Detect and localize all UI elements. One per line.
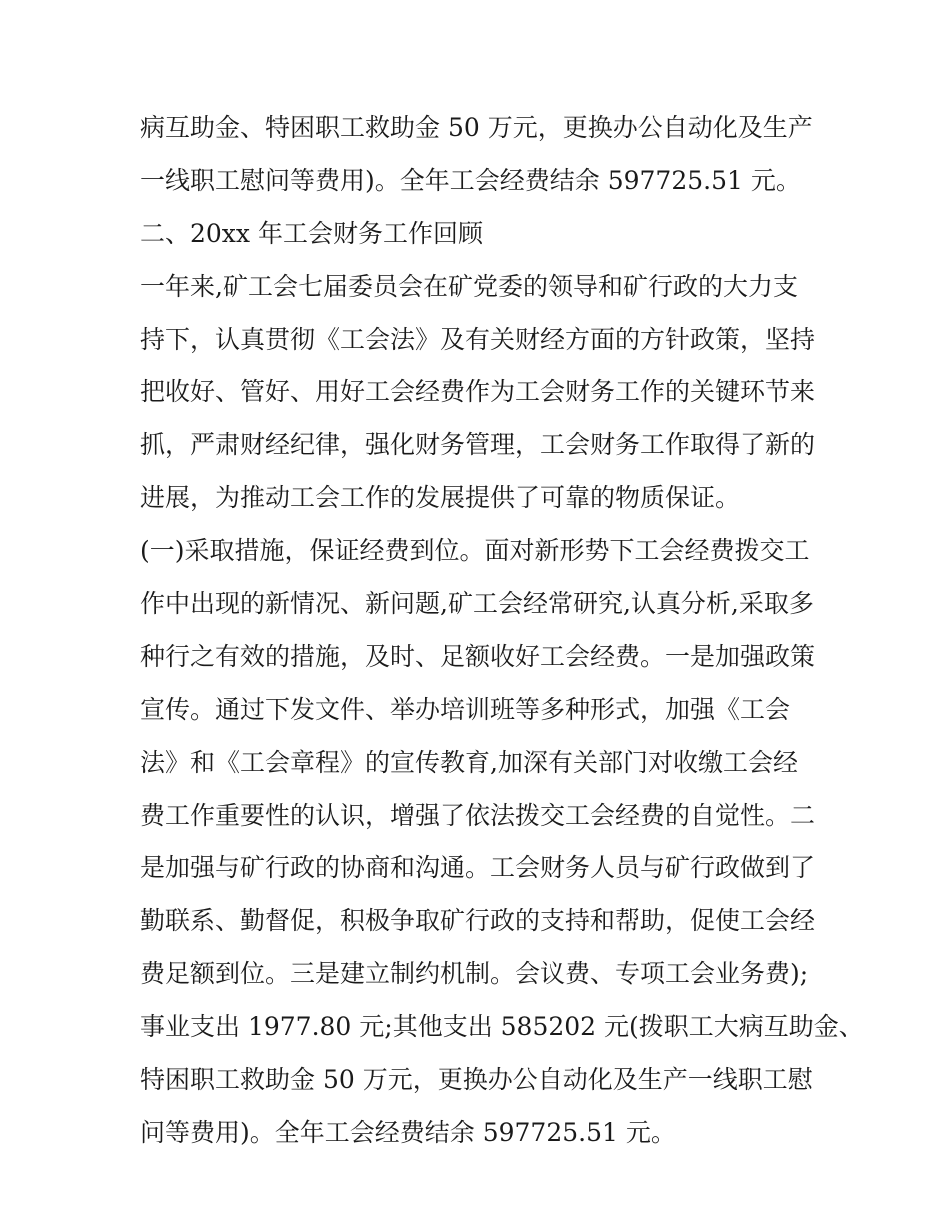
text-line: 种行之有效的措施，及时、足额收好工会经费。一是加强政策: [140, 641, 816, 671]
text-line: 病互助金、特困职工救助金 50 万元，更换办公自动化及生产: [140, 113, 813, 142]
text-line: 事业支出 1977.80 元;其他支出 585202 元(拨职工大病互助金、: [140, 1012, 864, 1042]
text-line: 勤联系、勤督促，积极争取矿行政的支持和帮助，促使工会经: [140, 906, 816, 936]
text-line: 费工作重要性的认识，增强了依法拨交工会经费的自觉性。二: [140, 800, 816, 830]
text-line: 作中出现的新情况、新问题,矿工会经常研究,认真分析,采取多: [140, 589, 814, 619]
section-heading: 二、20xx 年工会财务工作回顾: [140, 218, 483, 248]
subsection-heading-line: (一)采取措施，保证经费到位。面对新形势下工会经费拨交工: [140, 536, 810, 566]
text-line: 法》和《工会章程》的宣传教育,加深有关部门对收缴工会经: [140, 747, 798, 777]
text-line: 进展，为推动工会工作的发展提供了可靠的物质保证。: [140, 483, 741, 513]
text-line: 一线职工慰问等费用)。全年工会经费结余 597725.51 元。: [140, 165, 801, 195]
body-text: [140, 108, 864, 1166]
text-line: 持下，认真贯彻《工会法》及有关财经方面的方针政策，坚持: [140, 324, 816, 354]
text-line: 把收好、管好、用好工会经费作为工会财务工作的关键环节来: [140, 377, 816, 407]
text-line: 宣传。通过下发文件、举办培训班等多种形式，加强《工会: [140, 694, 791, 724]
text-line: 抓，严肃财经纪律，强化财务管理，工会财务工作取得了新的: [140, 430, 816, 460]
text-line: 一年来,矿工会七届委员会在矿党委的领导和矿行政的大力支: [140, 271, 798, 301]
text-line: 费足额到位。三是建立制约机制。会议费、专项工会业务费);: [140, 959, 809, 989]
text-line: 问等费用)。全年工会经费结余 597725.51 元。: [140, 1117, 676, 1147]
text-line: 特困职工救助金 50 万元，更换办公自动化及生产一线职工慰: [140, 1065, 813, 1095]
text-line: 是加强与矿行政的协商和沟通。工会财务人员与矿行政做到了: [140, 853, 816, 883]
